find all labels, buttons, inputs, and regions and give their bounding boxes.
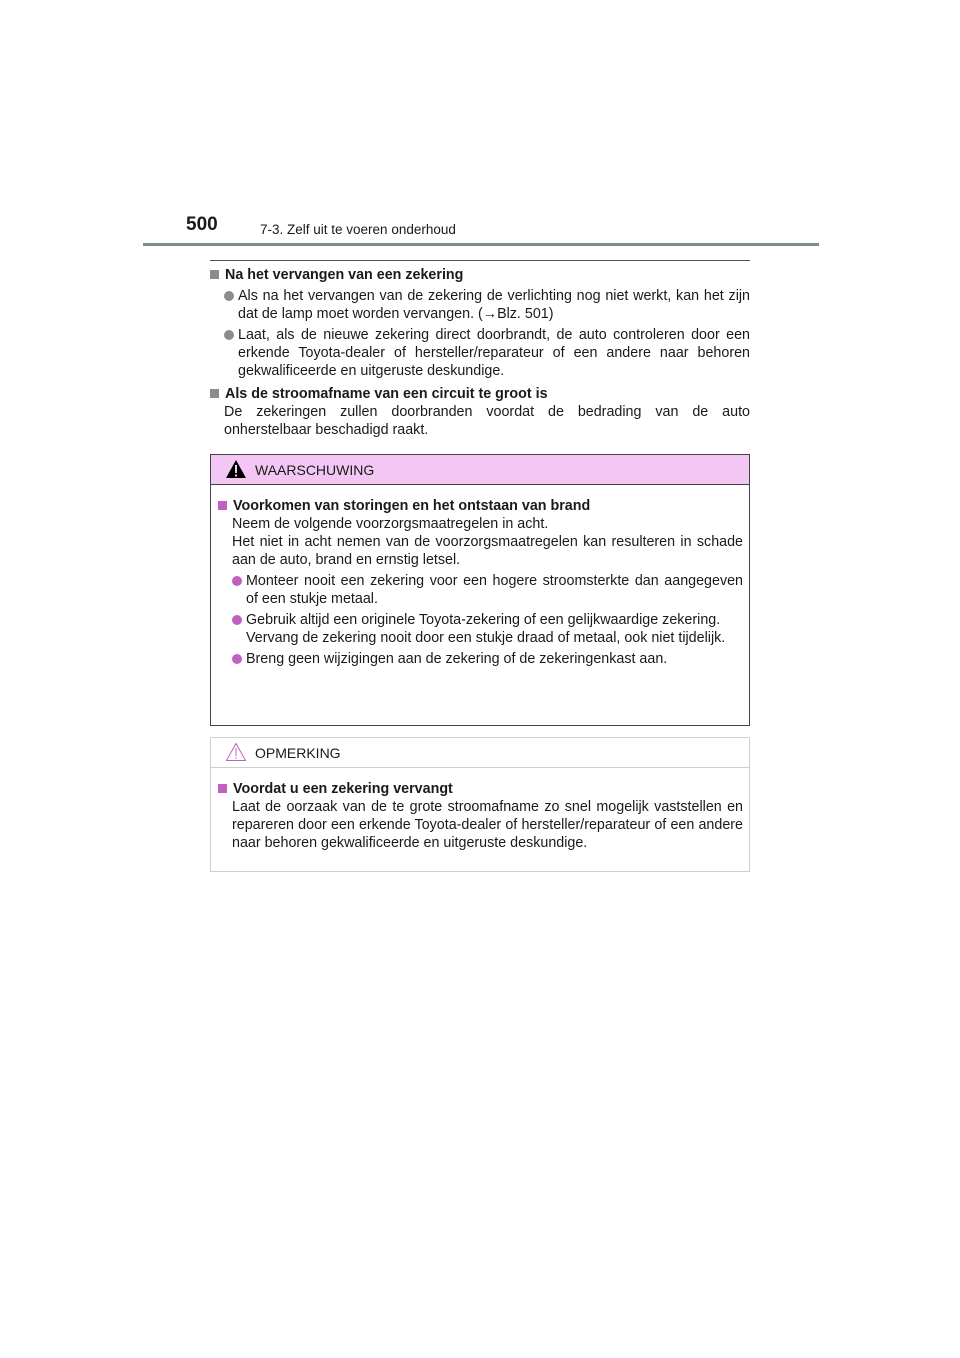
note-body [218,780,743,852]
note-header [211,738,749,768]
list-item: Gebruik altijd een originele Toyota-zekering of een gelijkwaardige zekering. Vervang de zekering nooit door een stukje draad of metaal, ook niet tijdelijk. [218,611,743,647]
section-heading: Als de stroomafname van een circuit te groot is [210,385,750,403]
list-item: Monteer nooit een zekering voor een hogere stroomsterkte dan aangegeven of een stukje metaal. [218,572,743,608]
page-number: 500 [186,214,218,235]
square-bullet-icon [218,501,227,510]
round-bullet-icon [232,654,242,664]
warning-triangle-icon [225,459,247,484]
main-content [210,266,750,439]
header-divider [143,243,819,246]
note-box [210,737,750,872]
square-bullet-icon [218,784,227,793]
warning-box [210,454,750,726]
round-bullet-icon [224,330,234,340]
content-divider [210,260,750,261]
warning-heading: Voorkomen van storingen en het ontstaan van brand [218,497,743,515]
square-bullet-icon [210,389,219,398]
square-bullet-icon [210,270,219,279]
note-triangle-outline-icon [225,742,247,767]
note-text: Laat de oorzaak van de te grote stroomafname zo snel mogelijk vaststellen en repareren door een erkende Toyota-dealer of hersteller/reparateur of een andere naar behoren gekwalificeerde en uitgeruste deskundige. [232,799,743,851]
warning-body [218,497,743,668]
list-item: Breng geen wijzigingen aan de zekering of de zekeringenkast aan. [218,650,743,668]
round-bullet-icon [232,576,242,586]
note-heading: Voordat u een zekering vervangt [218,780,743,798]
note-title: OPMERKING [255,745,341,761]
warning-intro: Neem de volgende voorzorgsmaatregelen in acht. [232,516,549,532]
section-title: 7-3. Zelf uit te voeren onderhoud [260,222,456,237]
warning-intro: Het niet in acht nemen van de voorzorgsmaatregelen kan resulteren in schade aan de auto, brand en ernstig letsel. [232,534,743,568]
list-item: Laat, als de nieuwe zekering direct doorbrandt, de auto controleren door een erkende Toyota-dealer of hersteller/reparateur of een andere naar behoren gekwalificeerde en uitgeruste deskundige. [210,326,750,380]
section-heading: Na het vervangen van een zekering [210,266,750,284]
round-bullet-icon [232,615,242,625]
warning-title: WAARSCHUWING [255,462,375,478]
section-text: De zekeringen zullen doorbranden voordat de bedrading van de auto onherstelbaar beschadigd raakt. [224,404,750,438]
list-item: Als na het vervangen van de zekering de verlichting nog niet werkt, kan het zijn dat de lamp moet worden vervangen. (→Blz. 501) [210,287,750,323]
round-bullet-icon [224,291,234,301]
warning-header [211,455,749,485]
